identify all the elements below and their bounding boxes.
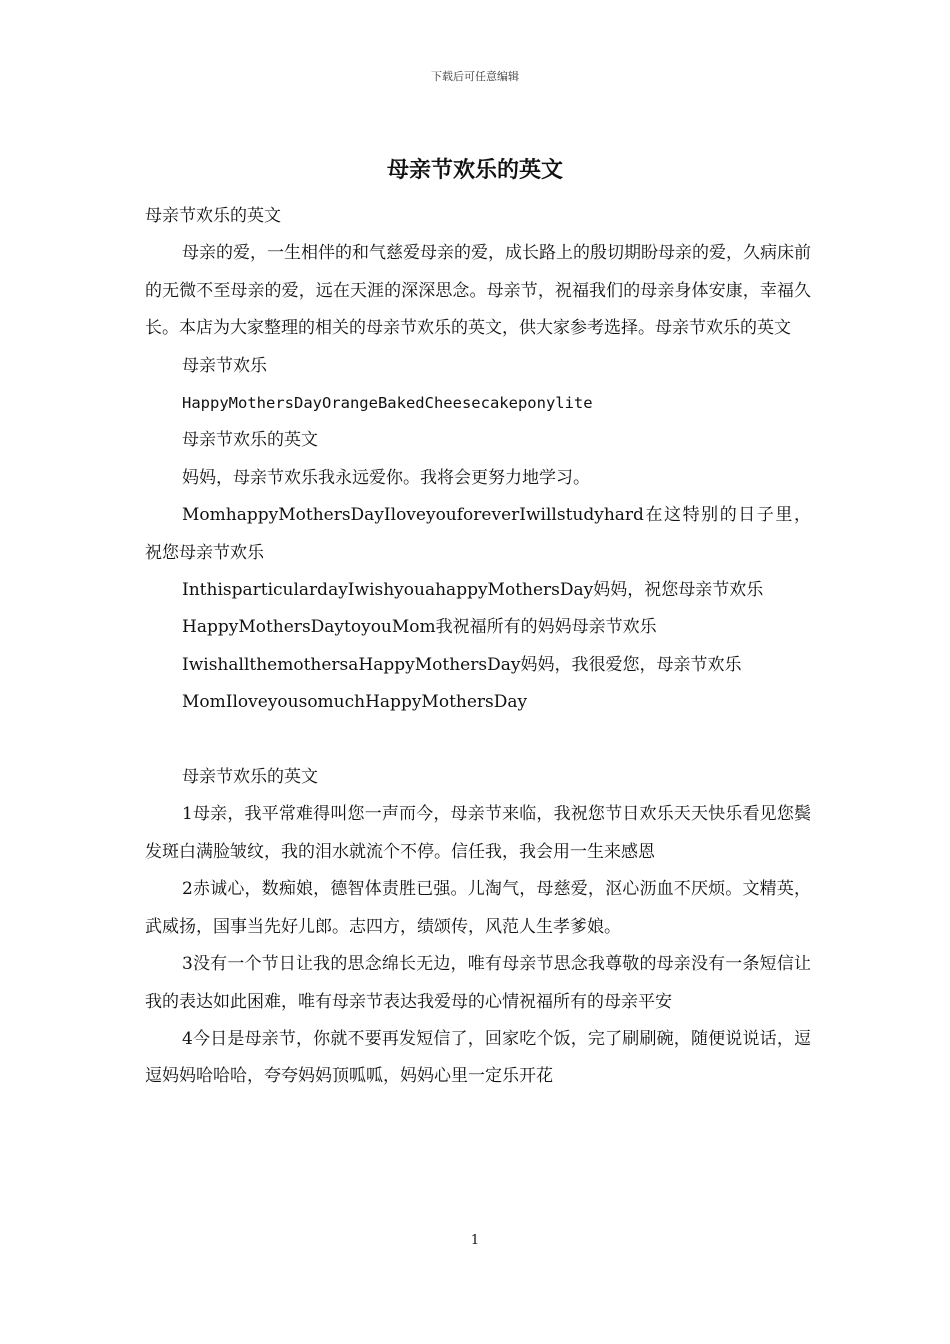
paragraph: InthisparticulardayIwishyouahappyMothersDay妈妈，祝您母亲节欢乐 bbox=[182, 580, 764, 601]
document-title: 母亲节欢乐的英文 bbox=[386, 157, 563, 183]
header-note: 下载后可任意编辑 bbox=[431, 70, 519, 83]
paragraph: 3没有一个节日让我的思念绵长无边，唯有母亲节思念我尊敬的母亲没有一条短信让我的表达如此困难，唯有母亲节表达我爱母的心情祝福所有的母亲平安 bbox=[145, 954, 811, 1012]
paragraph: 妈妈，母亲节欢乐我永远爱你。我将会更努力地学习。 bbox=[182, 467, 590, 488]
paragraph: IwishallthemothersaHappyMothersDay妈妈，我很爱您，母亲节欢乐 bbox=[182, 654, 742, 675]
paragraph: MomhappyMothersDayIloveyouforeverIwillstudyhard在这特别的日子里，祝您母亲节欢乐 bbox=[145, 505, 811, 563]
paragraph: HappyMothersDaytoyouMom我祝福所有的妈妈母亲节欢乐 bbox=[182, 617, 657, 638]
paragraph: 母亲节欢乐的英文 bbox=[182, 430, 318, 451]
paragraph: 2赤诚心，数痴娘，德智体责胜已强。儿淘气，母慈爱，沤心沥血不厌烦。文精英，武威扬，国事当先好儿郎。志四方，绩颂传，风范人生孝爹娘。 bbox=[145, 879, 811, 937]
paragraph: 1母亲，我平常难得叫您一声而今，母亲节来临，我祝您节日欢乐天天快乐看见您鬓发斑白满脸皱纹，我的泪水就流个不停。信任我，我会用一生来感恩 bbox=[145, 804, 811, 862]
paragraph: 4今日是母亲节，你就不要再发短信了，回家吃个饭，完了刷刷碗，随便说说话，逗逗妈妈哈哈哈，夸夸妈妈顶呱呱，妈妈心里一定乐开花 bbox=[145, 1028, 811, 1087]
blank-line bbox=[145, 722, 811, 759]
document-body bbox=[145, 198, 811, 1096]
paragraph: MomIloveyousomuchHappyMothersDay bbox=[182, 692, 528, 713]
paragraph: 母亲节欢乐的英文 bbox=[145, 206, 281, 226]
paragraph: 母亲的爱，一生相伴的和气慈爱母亲的爱，成长路上的殷切期盼母亲的爱，久病床前的无微不至母亲的爱，远在天涯的深深思念。母亲节，祝福我们的母亲身体安康，幸福久长。本店为大家整理的相关的母亲节欢乐的英文，供大家参考选择。母亲节欢乐的英文 bbox=[145, 243, 811, 339]
paragraph: 母亲节欢乐的英文 bbox=[182, 767, 318, 788]
paragraph: HappyMothersDayOrangeBakedCheesecakeponylite bbox=[182, 394, 593, 413]
page-number: 1 bbox=[470, 1233, 480, 1248]
paragraph: 母亲节欢乐 bbox=[182, 355, 267, 376]
